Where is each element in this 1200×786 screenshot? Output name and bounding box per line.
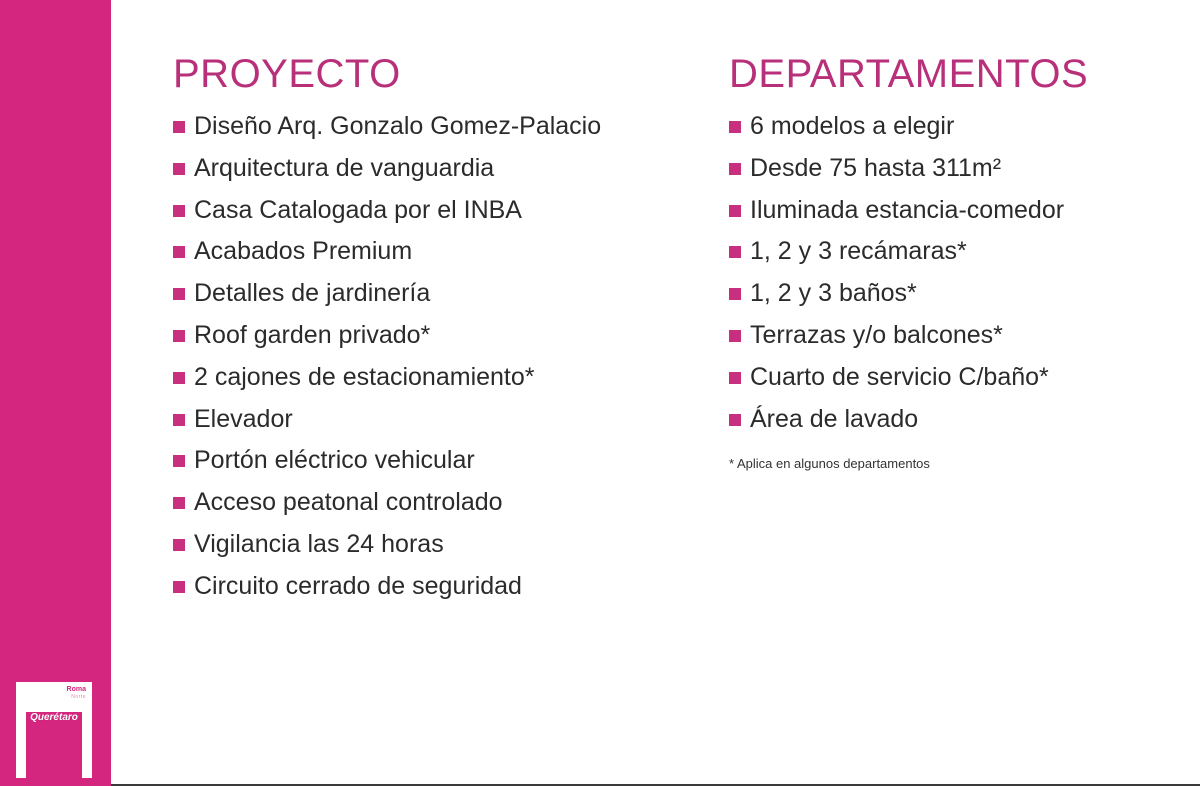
brand-sidebar bbox=[0, 0, 111, 786]
list-item-label: Roof garden privado* bbox=[194, 320, 431, 349]
list-item-label: Circuito cerrado de seguridad bbox=[194, 571, 522, 600]
square-bullet-icon bbox=[729, 288, 741, 300]
list-item bbox=[173, 357, 601, 399]
list-item-label: Vigilancia las 24 horas bbox=[194, 529, 444, 558]
list-item-label: Iluminada estancia-comedor bbox=[750, 195, 1065, 224]
list-item bbox=[729, 273, 1088, 315]
list-item bbox=[729, 190, 1088, 232]
list-item-label: 6 modelos a elegir bbox=[750, 112, 955, 140]
square-bullet-icon bbox=[729, 205, 741, 217]
square-bullet-icon bbox=[173, 205, 185, 217]
list-item bbox=[729, 148, 1088, 190]
logo-line1: Roma bbox=[66, 686, 86, 693]
list-item-label: Desde 75 hasta 311m² bbox=[750, 153, 1002, 182]
square-bullet-icon bbox=[173, 497, 185, 509]
list-item bbox=[729, 399, 1088, 441]
list-item bbox=[173, 399, 601, 441]
list-item-label: Acabados Premium bbox=[194, 237, 413, 266]
list-item-label: Elevador bbox=[194, 404, 293, 433]
list-item bbox=[173, 315, 601, 357]
list-item-label: Acceso peatonal controlado bbox=[194, 488, 503, 517]
square-bullet-icon bbox=[729, 246, 741, 258]
list-item bbox=[173, 482, 601, 524]
square-bullet-icon bbox=[173, 581, 185, 593]
list-item bbox=[173, 273, 601, 315]
list-item-label: Casa Catalogada por el INBA bbox=[194, 195, 522, 224]
square-bullet-icon bbox=[729, 372, 741, 384]
square-bullet-icon bbox=[173, 414, 185, 426]
list-item bbox=[729, 106, 1088, 148]
list-item bbox=[729, 231, 1088, 273]
list-item bbox=[729, 357, 1088, 399]
list-item bbox=[173, 190, 601, 232]
proyecto-list bbox=[173, 106, 601, 608]
square-bullet-icon bbox=[173, 330, 185, 342]
list-item-label: Terrazas y/o balcones* bbox=[750, 320, 1003, 349]
square-bullet-icon bbox=[729, 121, 741, 133]
list-item-label: 2 cajones de estacionamiento* bbox=[194, 362, 535, 391]
brand-logo bbox=[16, 682, 92, 778]
list-item-label: Diseño Arq. Gonzalo Gomez-Palacio bbox=[194, 112, 602, 140]
logo-name: Querétaro bbox=[30, 712, 78, 723]
departamentos-list bbox=[729, 106, 1088, 440]
list-item bbox=[173, 440, 601, 482]
list-item bbox=[173, 231, 601, 273]
list-item bbox=[173, 106, 601, 148]
list-item bbox=[729, 315, 1088, 357]
logo-line2: Norte bbox=[71, 694, 86, 700]
list-item-label: Portón eléctrico vehicular bbox=[194, 446, 475, 475]
square-bullet-icon bbox=[173, 288, 185, 300]
list-item-label: 1, 2 y 3 recámaras* bbox=[750, 237, 967, 266]
square-bullet-icon bbox=[173, 121, 185, 133]
square-bullet-icon bbox=[173, 455, 185, 467]
list-item-label: Detalles de jardinería bbox=[194, 279, 431, 308]
list-item-label: Área de lavado bbox=[750, 404, 919, 433]
list-item-label: 1, 2 y 3 baños* bbox=[750, 279, 917, 308]
list-item bbox=[173, 148, 601, 190]
list-item bbox=[173, 566, 601, 608]
square-bullet-icon bbox=[729, 330, 741, 342]
square-bullet-icon bbox=[729, 414, 741, 426]
square-bullet-icon bbox=[173, 163, 185, 175]
proyecto-section bbox=[173, 48, 601, 608]
square-bullet-icon bbox=[173, 246, 185, 258]
departamentos-heading: DEPARTAMENTOS bbox=[729, 52, 1089, 96]
departamentos-section bbox=[729, 48, 1088, 471]
square-bullet-icon bbox=[173, 539, 185, 551]
square-bullet-icon bbox=[729, 163, 741, 175]
square-bullet-icon bbox=[173, 372, 185, 384]
footnote: * Aplica en algunos departamentos bbox=[729, 456, 930, 472]
list-item-label: Cuarto de servicio C/baño* bbox=[750, 362, 1049, 391]
proyecto-heading: PROYECTO bbox=[173, 52, 401, 96]
list-item bbox=[173, 524, 601, 566]
list-item-label: Arquitectura de vanguardia bbox=[194, 153, 495, 182]
